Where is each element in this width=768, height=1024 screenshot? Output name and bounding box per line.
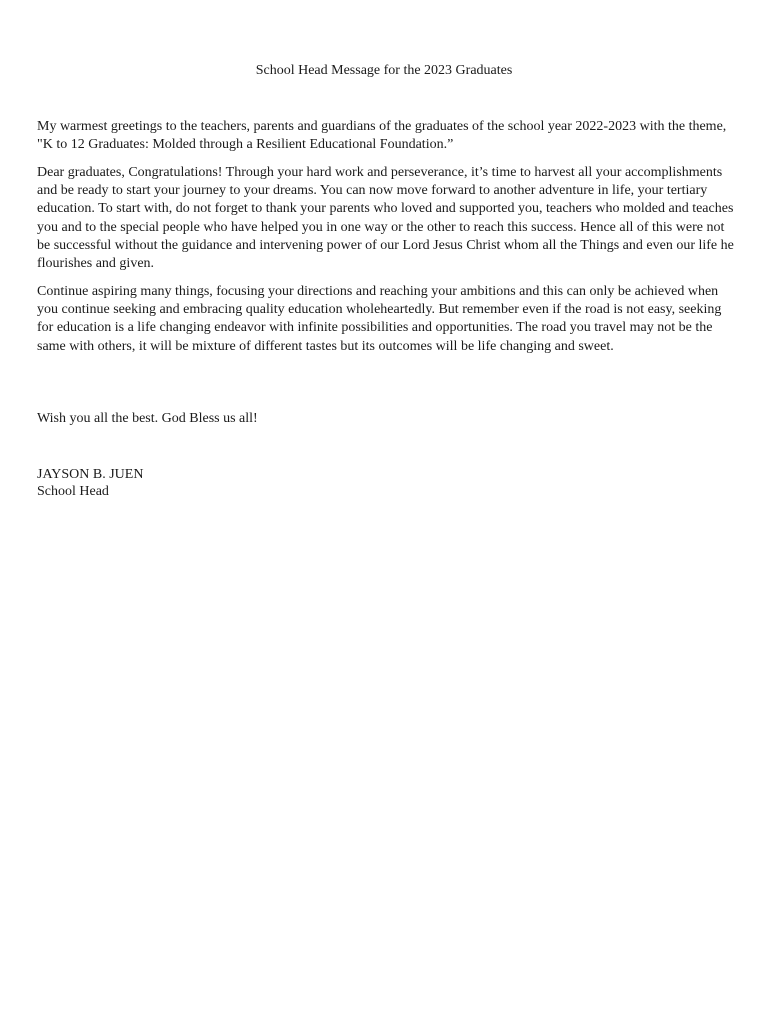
signatory-name: JAYSON B. JUEN	[37, 467, 144, 482]
closing-wish: Wish you all the best. God Bless us all!	[37, 411, 258, 426]
signatory-role: School Head	[37, 484, 109, 499]
aspiration-paragraph: Continue aspiring many things, focusing your directions and reaching your ambitions and this can only be achieved when you continue seeking and embracing quality education wholeheartedly. But remember even if the road is not easy, seeking for education is a life changing endeavor with infinite possibilities and opportunities. The road you travel may not be the same with others, it will be mixture of different tastes but its outcomes will be life changing and sweet.	[37, 284, 722, 354]
congratulations-paragraph: Dear graduates, Congratulations! Through your hard work and perseverance, it’s time to harvest all your accomplishments and be ready to start your journey to your dreams. You can now move forward to another adventure in life, your tertiary education. To start with, do not forget to thank your parents who loved and supported you, teachers who molded and teaches you and to the special people who have helped you in one way or the other to reach this success. Hence all of this were not be successful without the guidance and intervening power of our Lord Jesus Christ whom all the Things and even our life he flourishes and given.	[37, 165, 734, 272]
greeting-paragraph: My warmest greetings to the teachers, parents and guardians of the graduates of the school year 2022-2023 with the theme, "K to 12 Graduates: Molded through a Resilient Educational Foundation.”	[37, 119, 727, 153]
document-title: School Head Message for the 2023 Graduates	[255, 63, 513, 78]
